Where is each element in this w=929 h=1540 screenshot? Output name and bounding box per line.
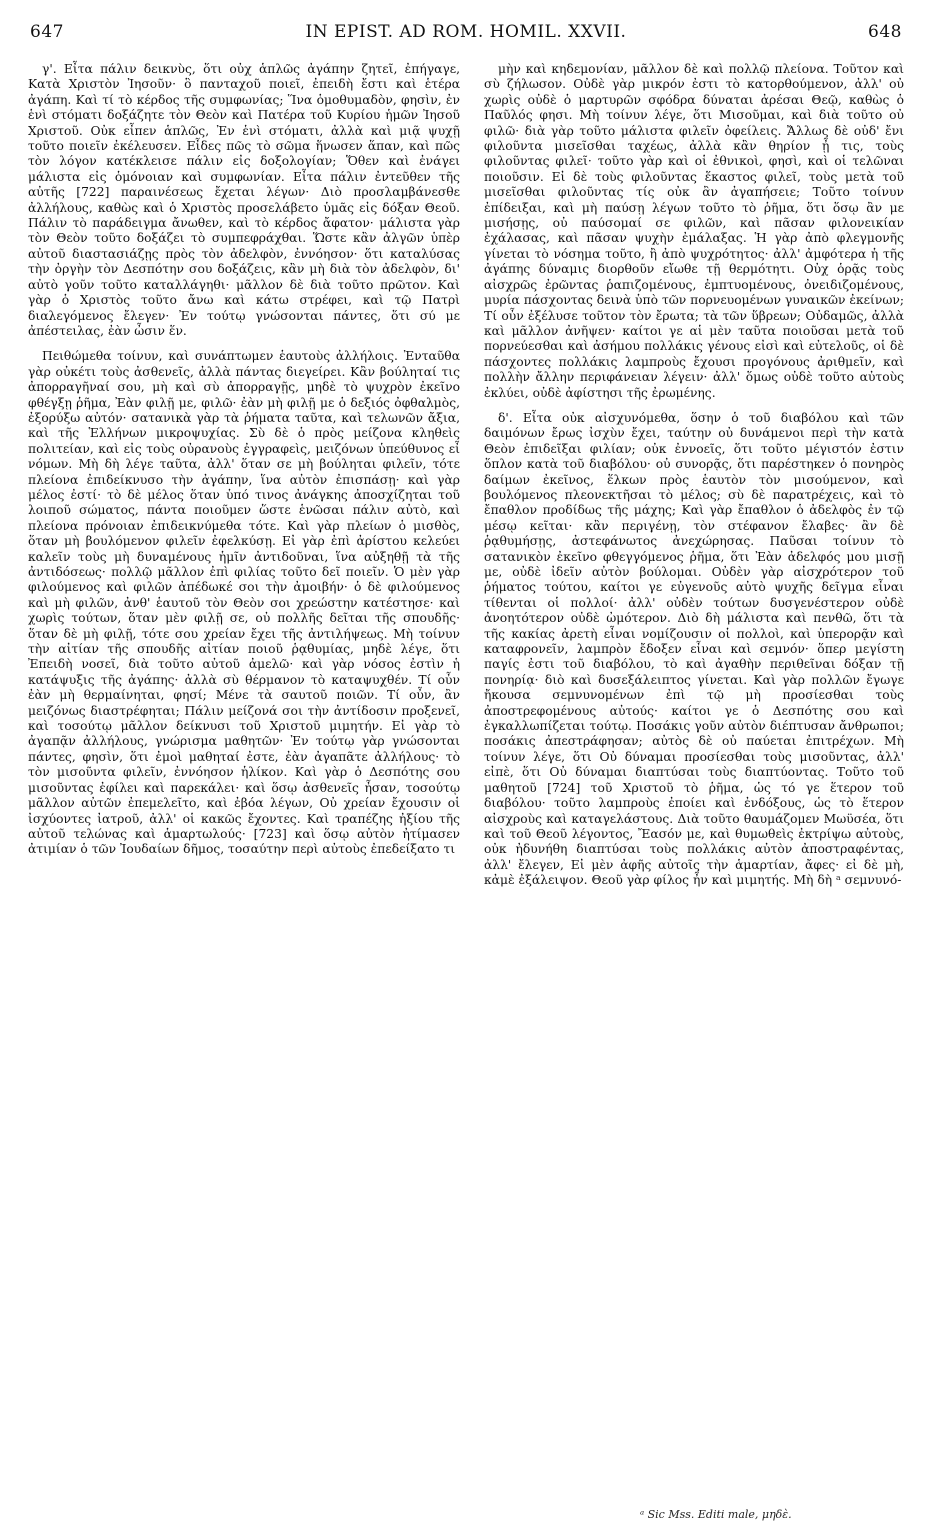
right-paragraph-1: μὴν καὶ κηδεμονίαν, μᾶλλον δὲ καὶ πολλῷ πλείονα. Τοῦτον καὶ σὺ ζήλωσον. Οὐδὲ γὰρ μικρόν ἐστι τὸ κατορθούμενον, ἀλλ' οὐ χωρὶς οὐδὲ ὁ μαρτυρῶν σφόδρα δύναται ἀρέσαι Θεῷ, καθὼς ὁ Παῦλός φησι. Μὴ τοίνυν λέγε, ὅτι Μισοῦμαι, καὶ διὰ τοῦτο οὐ φιλῶ· διὰ γὰρ τοῦτο μάλιστα φιλεῖν ὀφείλεις. Ἄλλως δὲ οὐδ' ἔνι φιλοῦντα μισεῖσθαι ταχέως, ἀλλὰ κἂν θηρίον ᾖ τις, τοὺς φιλοῦντας φιλεῖ· τοῦτο γὰρ καὶ οἱ ἐθνικοὶ, φησὶ, καὶ οἱ τελῶναι ποιοῦσιν. Εἰ δὲ τοὺς φιλοῦντας ἕκαστος φιλεῖ, τοὺς μετὰ τοῦ μισεῖσθαι φιλοῦντας τίς οὐκ ἂν ἀγαπήσειε; Τοῦτο τοίνυν ἐπίδειξαι, καὶ μὴ παύσῃ λέγων τοῦτο τὸ ῥῆμα, ὅτι ὅσῳ ἂν με μισήσῃς, οὐ παύσομαί σε φιλῶν, καὶ πᾶσαν φιλονεικίαν ἐχάλασας, καὶ πᾶσαν ψυχὴν ἐμάλαξας. Ἡ γὰρ ἀπὸ φλεγμονῆς γίνεται τὸ νόσημα τοῦτο, ἢ ἀπὸ ψυχρότητος· ἀλλ' ἀμφότερα ἡ τῆς ἀγάπης δύναμις διορθοῦν εἴωθε τῇ θερμότητι. Οὐχ ὁρᾷς τοὺς αἰσχρῶς ἐρῶντας ῥαπιζομένους, ἐμπτυομένους, ὀνειδιζομένους, μυρία πάσχοντας δεινὰ ὑπὸ τῶν πορνευομένων γυναικῶν ἐκείνων; Τί οὖν ἐξέλυσε τοῦτον τὸν ἔρωτα; τὰ τῶν ὕβρεων; Οὐδαμῶς, ἀλλὰ καὶ μᾶλλον ἀνῆψεν· καίτοι γε αἱ μὲν ταῦτα ποιοῦσαι μετὰ τοῦ πορνεύεσθαι καὶ ἀσήμου πολλάκις γένους εἰσὶ καὶ εὐτελοῦς, οἱ δὲ πάσχοντες πολλάκις λαμπροὺς ἔχουσι προγόνους ἀριθμεῖν, καὶ πολλὴν ἄλλην περιφάνειαν λέγειν· ἀλλ' ὅμως οὐδὲ τοῦτο αὐτοὺς ἐκλύει, οὐδὲ ἀφίστησι τῆς ἐρωμένης. [484, 62, 904, 400]
page-header [30, 22, 902, 52]
footnote: ᵃ Sic Mss. Editi male, μηδὲ. [640, 1508, 792, 1521]
left-paragraph-2: Πειθώμεθα τοίνυν, καὶ συνάπτωμεν ἑαυτοὺς ἀλλήλοις. Ἐνταῦθα γὰρ οὐκέτι τοὺς ἀσθενεῖς, ἀλλὰ πάντας διεγείρει. Κἂν βούληταί τις ἀπορραγῆναί σου, μὴ καὶ σὺ ἀπορραγῇς, μηδὲ τὸ ψυχρὸν ἐκεῖνο φθέγξῃ ῥῆμα, Ἐὰν φιλῇ με, φιλῶ· ἐὰν μὴ φιλῇ με ὁ δεξιός ὀφθαλμὸς, ἐξορύξω αὐτόν· σατανικὰ γὰρ τὰ ῥήματα ταῦτα, καὶ τελωνῶν ἄξια, καὶ τῆς Ἑλλήνων μικροψυχίας. Σὺ δὲ ὁ πρὸς μείζονα κληθεὶς πολιτείαν, καὶ εἰς τοὺς οὐρανοὺς ἐγγραφεὶς, μειζόνων ὑπεύθυνος εἶ νόμων. Μὴ δὴ λέγε ταῦτα, ἀλλ' ὅταν σε μὴ βούληται φιλεῖν, τότε πλείονα ἐπιδείκνυσο τὴν ἀγάπην, ἵνα αὐτὸν ἐπισπάσῃ· καὶ γὰρ μέλος ἐστί· τὸ δὲ μέλος ὅταν ὑπό τινος ἀνάγκης ἀποσχίζηται τοῦ λοιποῦ σώματος, πάντα ποιοῦμεν ὥστε ἑνῶσαι πάλιν αὐτὸ, καὶ πλείονα πρόνοιαν ἐπιδεικνύμεθα τότε. Καὶ γὰρ πλείων ὁ μισθὸς, ὅταν μὴ βουλόμενον φιλεῖν ἐφελκύσῃ. Εἰ γὰρ ἐπὶ ἀρίστου κελεύει καλεῖν τοὺς μὴ δυναμένους ἡμῖν ἀντιδοῦναι, ἵνα αὐξηθῇ τὰ τῆς ἀντιδόσεως· πολλῷ μᾶλλον ἐπὶ φιλίας τοῦτο δεῖ ποιεῖν. Ὁ μὲν γὰρ φιλούμενος καὶ φιλῶν ἀπέδωκέ σοι τὴν ἀμοιβήν· ὁ δὲ φιλούμενος καὶ μὴ φιλῶν, ἀνθ' ἑαυτοῦ τὸν Θεὸν σοι χρεώστην κατέστησε· καὶ χωρὶς τούτων, ὅταν μὲν φιλῇ σε, οὐ πολλῆς δεῖται τῆς σπουδῆς· ὅταν δὲ μὴ φιλῇ, τότε σου χρείαν ἔχει τῆς ἀντιλήψεως. Μὴ τοίνυν τὴν αἰτίαν τῆς σπουδῆς αἰτίαν ποιοῦ ῥᾳθυμίας, μηδὲ λέγε, ὅτι Ἐπειδὴ νοσεῖ, διὰ τοῦτο αὐτοῦ ἀμελῶ· καὶ γὰρ νόσος ἐστὶν ἡ κατάψυξις τῆς ἀγάπης· ἀλλὰ σὺ θέρμανον τὸ καταψυχθέν. Τί οὖν ἐὰν μὴ θερμαίνηται, φησί; Μένε τὰ σαυτοῦ ποιῶν. Τί οὖν, ἂν μειζόνως διαστρέφηται; Πάλιν μείζονά σοι τὴν ἀντίδοσιν προξενεῖ, καὶ τοσούτῳ μᾶλλον δείκνυσι τοῦ Χριστοῦ μιμητήν. Εἰ γὰρ τὸ ἀγαπᾷν ἀλλήλους, γνώρισμα μαθητῶν· Ἐν τούτῳ γὰρ γνώσονται πάντες, φησὶν, ὅτι ἐμοὶ μαθηταί ἐστε, ἐὰν ἀγαπᾶτε ἀλλήλους· τὸ τὸν μισοῦντα φιλεῖν, ἐννόησον ἡλίκον. Καὶ γὰρ ὁ Δεσπότης σου μισοῦντας ἐφίλει καὶ παρεκάλει· καὶ ὅσῳ ἀσθενεῖς ἦσαν, τοσούτῳ μᾶλλον αὐτῶν ἐπεμελεῖτο, καὶ ἐβόα λέγων, Οὐ χρείαν ἔχουσιν οἱ ἰσχύοντες ἰατροῦ, ἀλλ' οἱ κακῶς ἔχοντες. Καὶ τραπέζης ἠξίου τῆς αὐτοῦ τελώνας καὶ ἁμαρτωλούς· [723] καὶ ὅσῳ αὐτὸν ἠτίμασεν ἀτιμίαν ὁ τῶν Ἰουδαίων δῆμος, τοσαύτην περὶ αὐτοὺς ἐπεδείξατο τι [28, 349, 460, 857]
page-number-right: 648 [868, 22, 902, 42]
running-title: IN EPIST. AD ROM. HOMIL. XXVII. [305, 22, 627, 42]
right-paragraph-2: δ'. Εἶτα οὐκ αἰσχυνόμεθα, ὅσην ὁ τοῦ διαβόλου καὶ τῶν δαιμόνων ἔρως ἰσχὺν ἔχει, ταύτην οὐ δυνάμενοι περὶ τὴν κατὰ Θεὸν ἐπιδεῖξαι φιλίαν; οὐκ ἐννοεῖς, ὅτι τοῦτο μέγιστόν ἐστιν ὅπλον κατὰ τοῦ διαβόλου· οὐ συνορᾷς, ὅτι παρέστηκεν ὁ πονηρὸς δαίμων ἐκεῖνος, ἕλκων πρὸς ἑαυτὸν τὸν μισούμενον, καὶ βουλόμενος πλεονεκτῆσαι τὸ μέλος; σὺ δὲ παρατρέχεις, καὶ τὸ ἔπαθλον προδίδως τῆς μάχης; Καὶ γὰρ ἔπαθλον ὁ ἀδελφὸς ἐν τῷ μέσῳ κεῖται· κἂν περιγένῃ, τὸν στέφανον ἔλαβες· ἂν δὲ ῥᾳθυμήσῃς, ἀστεφάνωτος ἀνεχώρησας. Παῦσαι τοίνυν τὸ σατανικὸν ἐκεῖνο φθεγγόμενος ῥῆμα, ὅτι Ἐὰν ἀδελφός μου μισῇ με, οὐδὲ ἰδεῖν αὐτὸν βούλομαι. Οὐδὲν γὰρ αἰσχρότερον τοῦ ῥήματος τούτου, καίτοι γε εὐγενοῦς αὐτὸ ψυχῆς δεῖγμα εἶναι τίθενται οἱ πολλοί· ἀλλ' οὐδὲν τούτων δυσγενέστερον οὐδὲ ἀνοητότερον οὐδὲ ὠμότερον. Διὸ δὴ μάλιστα καὶ πενθῶ, ὅτι τὰ τῆς κακίας ἀρετὴ εἶναι νομίζουσιν οἱ πολλοὶ, καὶ ὑπερορᾷν καὶ καταφρονεῖν, λαμπρὸν ἔδοξεν εἶναι καὶ σεμνόν· ὅπερ μεγίστη παγίς ἐστι τοῦ διαβόλου, τὸ καὶ ἀγαθὴν περιθεῖναι δόξαν τῇ πονηρίᾳ· διὸ καὶ δυσεξάλειπτος γίνεται. Καὶ γὰρ πολλῶν ἔγωγε ἤκουσα σεμνυνομένων ἐπὶ τῷ μὴ προσίεσθαι τοὺς ἀποστρεφομένους αὐτούς· καίτοι γε ὁ Δεσπότης σου καὶ ἐγκαλλωπίζεται τούτῳ. Ποσάκις γοῦν αὐτὸν διέπτυσαν ἄνθρωποι; ποσάκις ἀπεστράφησαν; αὐτὸς δὲ οὐ παύεται ἐπιτρέχων. Μὴ τοίνυν λέγε, ὅτι Οὐ δύναμαι προσίεσθαι τοὺς μισοῦντας, ἀλλ' εἰπὲ, ὅτι Οὐ δύναμαι διαπτύσαι τοὺς διαπτύοντας. Τοῦτο τοῦ μαθητοῦ [724] τοῦ Χριστοῦ τὸ ῥῆμα, ὡς τό γε ἕτερον τοῦ διαβόλου· τοῦτο λαμπροὺς ἐποίει καὶ ἐνδόξους, ὡς τὸ ἕτερον αἰσχροὺς καὶ καταγελάστους. Διὰ τοῦτο θαυμάζομεν Μωϋσέα, ὅτι καὶ τοῦ Θεοῦ λέγοντος, Ἔασόν με, καὶ θυμωθεὶς ἐκτρίψω αὐτοὺς, οὐκ ἠδυνήθη διαπτύσαι τοὺς πολλάκις αὐτὸν ἀποστραφέντας, ἀλλ' ἔλεγεν, Εἰ μὲν ἀφῆς αὐτοῖς τὴν ἁμαρτίαν, ἄφες· εἰ δὲ μὴ, κἀμὲ ἐξάλειψον. Θεοῦ γὰρ φίλος ἦν καὶ μιμητής. Μὴ δὴ ᵃ σεμνυνό- [484, 410, 904, 888]
left-paragraph-1: γ'. Εἶτα πάλιν δεικνὺς, ὅτι οὐχ ἁπλῶς ἀγάπην ζητεῖ, ἐπήγαγε, Κατὰ Χριστὸν Ἰησοῦν· ὃ πανταχοῦ ποιεῖ, ἐπειδὴ ἔστι καὶ ἑτέρα ἀγάπη. Καὶ τί τὸ κέρδος τῆς συμφωνίας; Ἵνα ὁμοθυμαδὸν, φησὶν, ἐν ἑνὶ στόματι δοξάζητε τὸν Θεὸν καὶ Πατέρα τοῦ Κυρίου ἡμῶν Ἰησοῦ Χριστοῦ. Οὐκ εἶπεν ἁπλῶς, Ἐν ἑνὶ στόματι, ἀλλὰ καὶ μιᾷ ψυχῇ τοῦτο ποιεῖν ἐκέλευσεν. Εἶδες πῶς τὸ σῶμα ἥνωσεν ἅπαν, καὶ πῶς τὸν λόγον κατέκλεισε πάλιν εἰς δοξολογίαν; Ὅθεν καὶ ἐνάγει μάλιστα εἰς ὁμόνοιαν καὶ συμφωνίαν. Εἶτα πάλιν ἐντεῦθεν τῆς αὐτῆς [722] παραινέσεως ἔχεται λέγων· Διὸ προσλαμβάνεσθε ἀλλήλους, καθὼς καὶ ὁ Χριστὸς προσελάβετο ὑμᾶς εἰς δόξαν Θεοῦ. Πάλιν τὸ παράδειγμα ἄνωθεν, καὶ τὸ κέρδος ἄφατον· μάλιστα γὰρ τὸν Θεὸν τοῦτο δοξάζει τὸ συμπεφράχθαι. Ὥστε κἂν ἀλγῶν ὑπὲρ αὐτοῦ διαστασιάζῃς πρὸς τὸν ἀδελφὸν, ἐννόησον· ὅτι καταλύσας τὴν ὀργὴν τὸν Δεσπότην σου δοξάζεις, κἂν μὴ διὰ τὸν ἀδελφὸν, δι' αὐτὸ γοῦν τοῦτο καταλλάγηθι· μᾶλλον δὲ διὰ τοῦτο πρῶτον. Καὶ γὰρ ὁ Χριστὸς τοῦτο ἄνω καὶ κάτω στρέφει, καὶ τῷ Πατρὶ διαλεγόμενος ἔλεγεν· Ἐν τούτῳ γνώσονται πάντες, ὅτι σύ με ἀπέστειλας, ἐὰν ὦσιν ἕν. [28, 62, 460, 338]
right-column [484, 62, 904, 889]
page-number-left: 647 [30, 22, 64, 42]
left-column [28, 62, 460, 858]
